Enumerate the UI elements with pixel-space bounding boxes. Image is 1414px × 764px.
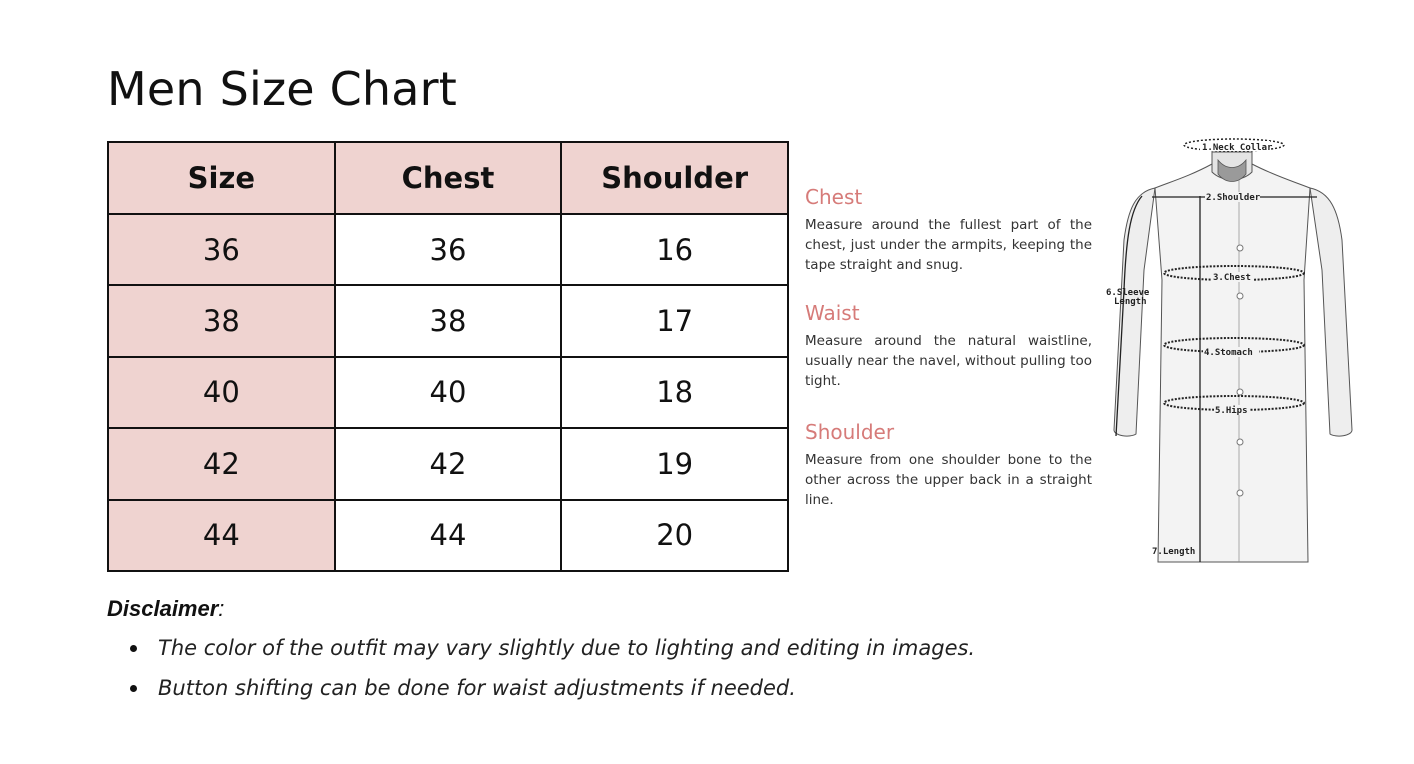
waist-guide-text: Measure around the natural waistline, usually near the navel, without pulling too tight. (805, 333, 1092, 389)
hips-label: 5.Hips (1215, 406, 1248, 416)
disclaimer-heading (107, 596, 224, 622)
chest-cell: 44 (335, 500, 562, 571)
size-cell: 36 (108, 214, 335, 285)
chest-cell: 38 (335, 285, 562, 356)
coat-body (1155, 164, 1310, 562)
chest-label: 3.Chest (1213, 273, 1251, 283)
shoulder-guide-text: Measure from one shoulder bone to the other across the upper back in a straight line. (805, 452, 1092, 508)
shoulder-label: 2.Shoulder (1206, 193, 1261, 203)
header-chest: Chest (335, 142, 562, 214)
table-row (108, 428, 788, 499)
disclaimer-colon: : (218, 596, 225, 621)
waist-guide-heading: Waist (805, 301, 860, 325)
table-row (108, 285, 788, 356)
disclaimer-list (130, 634, 975, 714)
bullet-icon (130, 645, 137, 652)
button-icon (1237, 389, 1243, 395)
shoulder-cell: 16 (561, 214, 788, 285)
button-icon (1237, 293, 1243, 299)
page-title: Men Size Chart (107, 62, 458, 116)
sleeve-label-line2: Length (1114, 297, 1147, 307)
table-row (108, 357, 788, 428)
shoulder-cell: 20 (561, 500, 788, 571)
neck-label: 1.Neck Collar (1202, 143, 1273, 153)
left-sleeve (1114, 188, 1155, 436)
list-item (130, 634, 975, 674)
list-item (130, 674, 975, 714)
right-sleeve (1310, 188, 1352, 436)
disclaimer-item-text: Button shifting can be done for waist adjustments if needed. (158, 676, 796, 700)
shoulder-cell: 18 (561, 357, 788, 428)
size-cell: 38 (108, 285, 335, 356)
sleeve-label-line1: 6.Sleeve (1106, 288, 1150, 298)
shoulder-cell: 17 (561, 285, 788, 356)
button-icon (1237, 439, 1243, 445)
waist-guide (805, 301, 1092, 391)
button-icon (1237, 245, 1243, 251)
table-row (108, 214, 788, 285)
chest-cell: 36 (335, 214, 562, 285)
size-table (107, 141, 789, 572)
chest-cell: 40 (335, 357, 562, 428)
chest-guide-text: Measure around the fullest part of the chest, just under the armpits, keeping the tape straight and snug. (805, 217, 1092, 273)
header-shoulder: Shoulder (561, 142, 788, 214)
size-cell: 40 (108, 357, 335, 428)
chest-guide (805, 185, 1092, 275)
table-header-row (108, 142, 788, 214)
table-row (108, 500, 788, 571)
size-cell: 44 (108, 500, 335, 571)
coat-measurement-diagram (1100, 130, 1365, 570)
chest-guide-heading: Chest (805, 185, 863, 209)
bullet-icon (130, 685, 137, 692)
disclaimer-item-text: The color of the outfit may vary slightly due to lighting and editing in images. (158, 636, 976, 660)
header-size: Size (108, 142, 335, 214)
length-label: 7.Length (1152, 547, 1196, 557)
shoulder-cell: 19 (561, 428, 788, 499)
button-icon (1237, 490, 1243, 496)
shoulder-guide-heading: Shoulder (805, 420, 895, 444)
chest-cell: 42 (335, 428, 562, 499)
stomach-label: 4.Stomach (1204, 348, 1253, 358)
shoulder-guide (805, 420, 1092, 510)
size-cell: 42 (108, 428, 335, 499)
disclaimer-label: Disclaimer (107, 596, 219, 621)
